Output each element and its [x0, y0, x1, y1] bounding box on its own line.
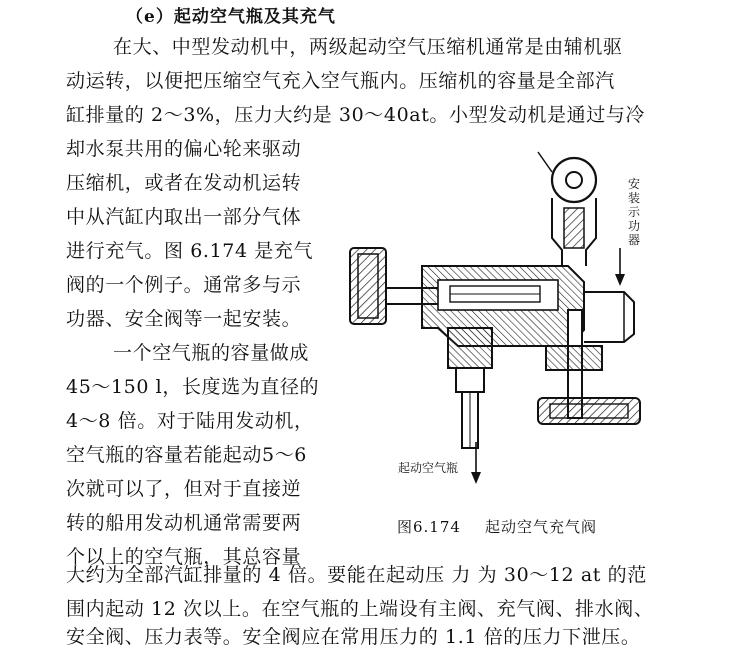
text-line: 次就可以了，但对于直接逆 [66, 478, 302, 500]
label-indicator: 安装示功器 [628, 177, 641, 247]
text-line: 大约为全部汽缸排量的 4 倍。要能在起动压 力 为 30～12 at 的范 [66, 564, 647, 586]
text-line: 进行充气。图 6.174 是充气 [66, 240, 314, 262]
text-line: 45～150 l，长度选为直径的 [66, 376, 320, 398]
text-line: 却水泵共用的偏心轮来驱动 [66, 138, 302, 160]
caption-number: 图6.174 [397, 518, 461, 536]
valve-drawing [338, 142, 660, 488]
text-line: 安全阀、压力表等。安全阀应在常用压力的 1.1 倍的压力下泄压。 [66, 626, 641, 648]
lifting-eye [552, 158, 596, 202]
text-line: 动运转，以便把压缩空气充入空气瓶内。压缩机的容量是全部汽 [66, 70, 615, 92]
label-bottle: 起动空气瓶 [398, 461, 459, 475]
text-line: 阀的一个例子。通常多与示 [66, 274, 302, 296]
section-heading: （e）起动空气瓶及其充气 [126, 7, 336, 27]
text-line: 在大、中型发动机中，两级起动空气压缩机通常是由辅机驱 [113, 36, 623, 58]
text-line: 围内起动 12 次以上。在空气瓶的上端设有主阀、充气阀、排水阀、 [66, 598, 654, 620]
text-line: 个以上的空气瓶，其总容量 [66, 546, 302, 568]
left-handwheel [350, 248, 386, 324]
caption-title: 起动空气充气阀 [484, 518, 597, 536]
figure-caption [397, 516, 597, 537]
text-line: 压缩机，或者在发动机运转 [66, 172, 302, 194]
text-line: 中从汽缸内取出一部分气体 [66, 206, 302, 228]
outlet-fitting [584, 292, 634, 342]
bottle-branch [448, 328, 492, 368]
text-line: 一个空气瓶的容量做成 [113, 342, 310, 364]
text-line: 缸排量的 2～3%，压力大约是 30～40at。小型发动机是通过与冷 [66, 104, 646, 126]
text-line: 空气瓶的容量若能起动5～6 [66, 444, 307, 466]
bottom-handwheel [538, 398, 640, 424]
text-line: 功器、安全阀等一起安装。 [66, 308, 302, 330]
text-line: 4～8 倍。对于陆用发动机， [66, 410, 314, 432]
text-line: 转的船用发动机通常需要两 [66, 512, 302, 534]
valve-figure [338, 142, 660, 488]
